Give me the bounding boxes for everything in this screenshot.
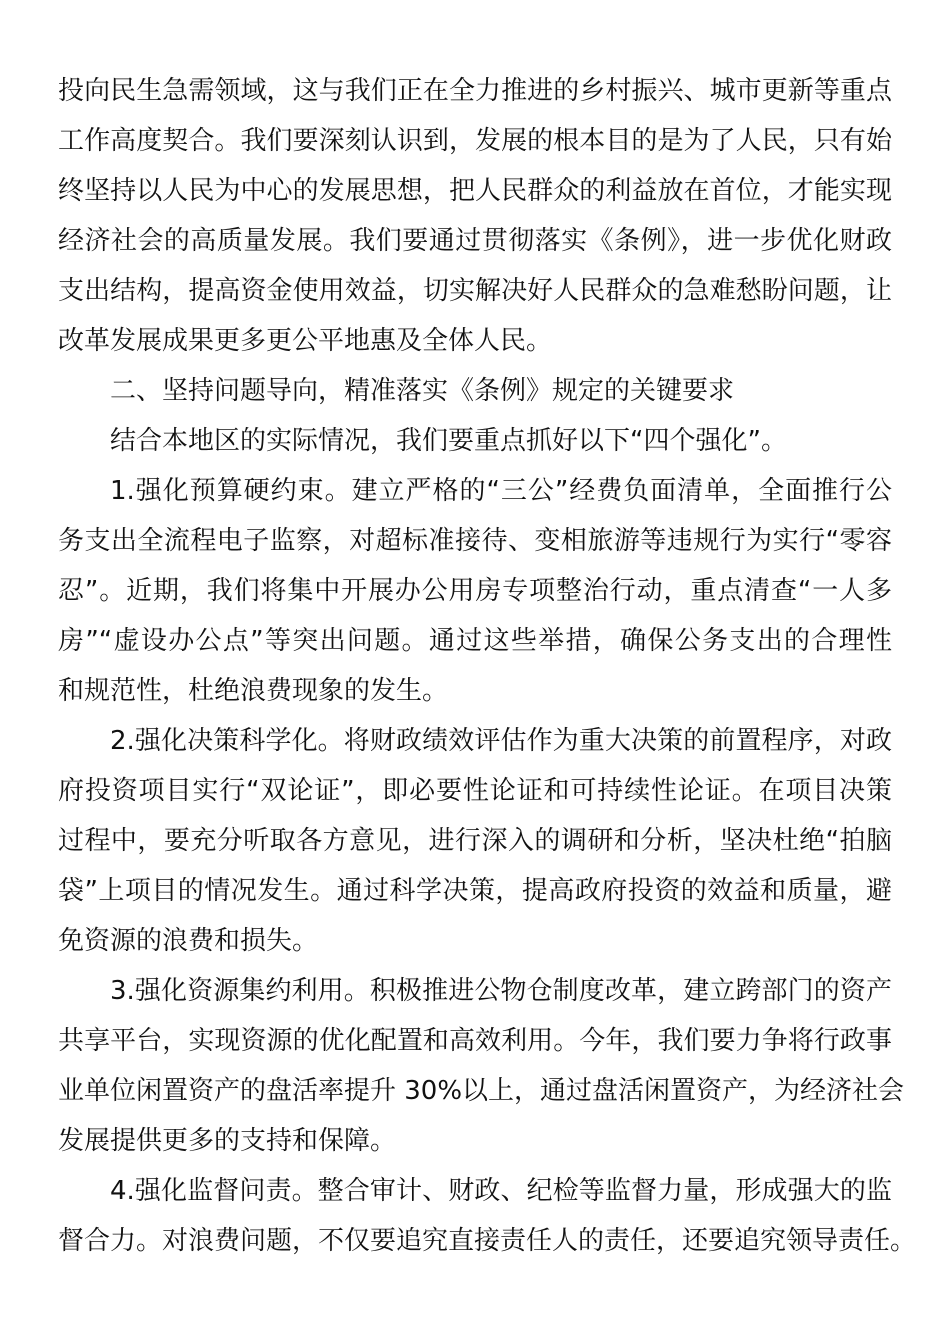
document-body bbox=[58, 66, 917, 1266]
paragraph-line: 经济社会的高质量发展。我们要通过贯彻落实《条例》，进一步优化财政 bbox=[58, 226, 892, 256]
paragraph-line: 免资源的浪费和损失。 bbox=[58, 926, 319, 956]
paragraph-line: 工作高度契合。我们要深刻认识到，发展的根本目的是为了人民，只有始 bbox=[58, 126, 892, 156]
paragraph-line: 房”“虚设办公点”等突出问题。通过这些举措，确保公务支出的合理性 bbox=[58, 626, 892, 656]
list-item-heading-line: 1.强化预算硬约束。建立严格的“三公”经费负面清单，全面推行公 bbox=[110, 476, 892, 506]
paragraph-line: 务支出全流程电子监察，对超标准接待、变相旅游等违规行为实行“零容 bbox=[58, 526, 892, 556]
paragraph-line: 府投资项目实行“双论证”，即必要性论证和可持续性论证。在项目决策 bbox=[58, 776, 892, 806]
paragraph-line: 过程中，要充分听取各方意见，进行深入的调研和分析，坚决杜绝“拍脑 bbox=[58, 826, 892, 856]
paragraph-line: 业单位闲置资产的盘活率提升 30%以上，通过盘活闲置资产，为经济社会 bbox=[58, 1076, 905, 1106]
paragraph-line: 袋”上项目的情况发生。通过科学决策，提高政府投资的效益和质量，避 bbox=[58, 876, 892, 906]
paragraph-line: 结合本地区的实际情况，我们要重点抓好以下“四个强化”。 bbox=[110, 426, 787, 456]
paragraph-line: 终坚持以人民为中心的发展思想，把人民群众的利益放在首位，才能实现 bbox=[58, 176, 892, 206]
paragraph-line: 发展提供更多的支持和保障。 bbox=[58, 1126, 397, 1156]
paragraph-line: 督合力。对浪费问题，不仅要追究直接责任人的责任，还要追究领导责任。 bbox=[58, 1226, 917, 1256]
paragraph-line: 共享平台，实现资源的优化配置和高效利用。今年，我们要力争将行政事 bbox=[58, 1026, 892, 1056]
paragraph-line: 和规范性，杜绝浪费现象的发生。 bbox=[58, 676, 449, 706]
paragraph-line: 改革发展成果更多更公平地惠及全体人民。 bbox=[58, 326, 553, 356]
paragraph-line: 投向民生急需领域，这与我们正在全力推进的乡村振兴、城市更新等重点 bbox=[58, 76, 892, 106]
paragraph-line: 忍”。近期，我们将集中开展办公用房专项整治行动，重点清查“一人多 bbox=[58, 576, 892, 606]
list-item-heading-line: 2.强化决策科学化。将财政绩效评估作为重大决策的前置程序，对政 bbox=[110, 726, 892, 756]
list-item-heading-line: 4.强化监督问责。整合审计、财政、纪检等监督力量，形成强大的监 bbox=[110, 1176, 892, 1206]
paragraph-line: 支出结构，提高资金使用效益，切实解决好人民群众的急难愁盼问题，让 bbox=[58, 276, 892, 306]
list-item-heading-line: 3.强化资源集约利用。积极推进公物仓制度改革，建立跨部门的资产 bbox=[110, 976, 892, 1006]
section-heading: 二、坚持问题导向，精准落实《条例》规定的关键要求 bbox=[110, 376, 735, 406]
